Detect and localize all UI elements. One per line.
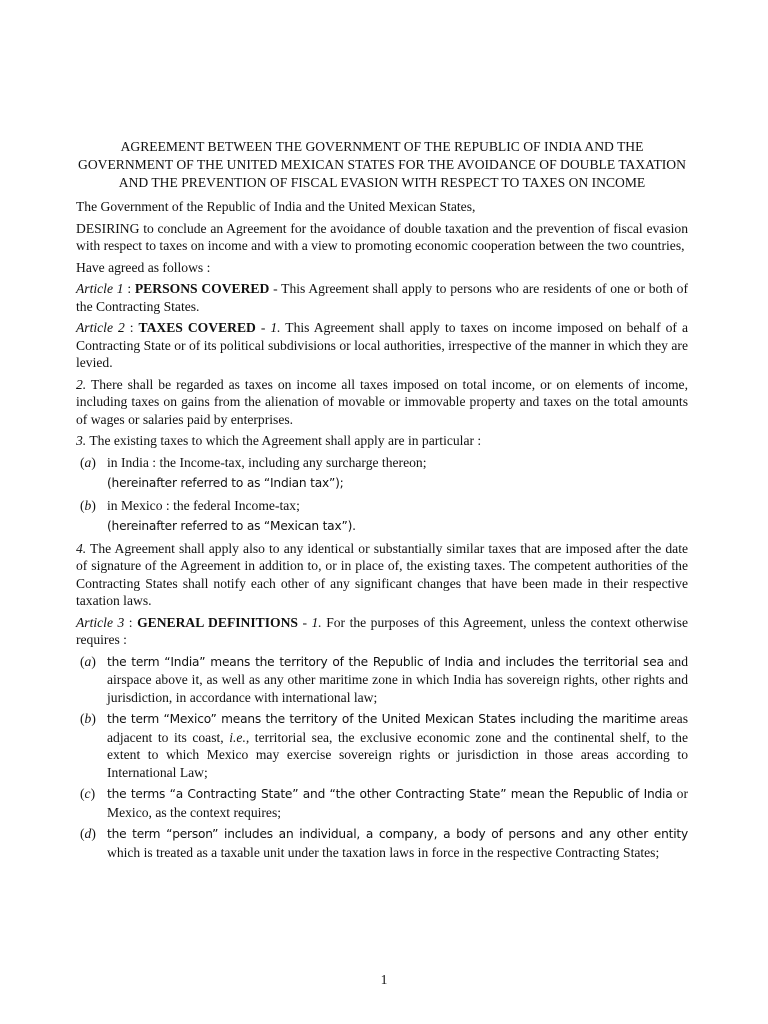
article-2-para-2 (76, 376, 688, 429)
article-3-dash: - (297, 614, 312, 630)
list-item-text: in India : the Income-tax, including any surcharge thereon; (107, 454, 427, 470)
article-2-para-1 (76, 319, 688, 372)
article-1-sep: : (123, 281, 135, 296)
list-marker: (b) (80, 711, 96, 726)
list-item-text: the term “Mexico” means the territory of the United Mexican States including the maritime areas adjacent to its coast, i.e., territorial sea, the exclusive economic zone and the continental shelf, to the extent to which Mexico may exercise sovereign rights or jurisdiction in those areas according to International Law; (107, 711, 688, 780)
article-2-para-2-number: 2. (76, 376, 87, 392)
article-2-dash: - (255, 320, 271, 335)
list-marker: (a) (80, 454, 96, 470)
list-marker: (d) (80, 826, 96, 841)
list-item (76, 710, 688, 781)
list-item-text: the term “India” means the territory of the Republic of India and includes the territorial sea and airspace above it, as well as any other maritime zone in which India has sovereign rights, other rights and jurisdiction, in accordance with international law; (107, 653, 689, 705)
list-item (76, 653, 688, 707)
article-2-heading: TAXES COVERED (138, 320, 256, 335)
list-marker: (b) (80, 497, 96, 513)
list-item-text: the terms “a Contracting State” and “the other Contracting State” mean the Republic of India or Mexico, as the context requires; (107, 786, 688, 820)
list-item (76, 497, 688, 515)
article-3-para-1-text: For the purposes of this Agreement, unless the context otherwise requires : (76, 614, 688, 647)
list-item-note: (hereinafter referred to as “Indian tax”); (107, 476, 344, 490)
list-item (76, 825, 688, 861)
list-marker: (c) (80, 786, 96, 801)
article-1-label: Article 1 (76, 281, 124, 296)
article-2-sep: : (124, 320, 139, 335)
article-2-para-4 (76, 540, 688, 610)
article-3-sep: : (124, 614, 138, 630)
preamble-parties: The Government of the Republic of India and the United Mexican States, (76, 199, 476, 214)
document-page (76, 138, 688, 865)
article-2-para-3-text: The existing taxes to which the Agreement shall apply are in particular : (86, 433, 482, 448)
list-item-note: (hereinafter referred to as “Mexican tax”). (107, 519, 356, 533)
article-3-label: Article 3 (76, 614, 125, 630)
article-2-para-1-text: This Agreement shall apply to taxes on income imposed on behalf of a Contracting State or of its political subdivisions or local authorities, irrespective of the manner in which they are levied. (76, 320, 688, 370)
agreement-title: AGREEMENT BETWEEN THE GOVERNMENT OF THE REPUBLIC OF INDIA AND THE GOVERNMENT OF THE UNITED MEXICAN STATES FOR THE AVOIDANCE OF DOUBLE TAXATION AND THE PREVENTION OF FISCAL EVASION WITH RESPECT TO TAXES ON INCOME (78, 139, 686, 190)
list-item (76, 785, 688, 821)
article-3-heading: GENERAL DEFINITIONS (137, 614, 298, 630)
list-item-text: in Mexico : the federal Income-tax; (107, 497, 300, 513)
preamble-agreed: Have agreed as follows : (76, 259, 211, 275)
list-item-text: the term “person” includes an individual, a company, a body of persons and any other entity which is treated as a taxable unit under the taxation laws in force in the respective Contracting States; (107, 827, 688, 860)
list-marker: (a) (80, 653, 96, 669)
article-2-para-2-text: There shall be regarded as taxes on income all taxes imposed on total income, or on elements of income, including taxes on gains from the alienation of movable or immovable property and taxes on the total amounts of wages or salaries paid by enterprises. (76, 376, 688, 427)
article-2-para-4-number: 4. (76, 540, 87, 556)
article-2-label: Article 2 (76, 320, 125, 335)
article-3-para-1 (76, 614, 688, 649)
article-2-para-3-number: 3. (76, 433, 87, 448)
article-2-para-4-text: The Agreement shall apply also to any identical or substantially similar taxes that are imposed after the date of signature of the Agreement in addition to, or in place of, the existing taxes. The competent authorities of the Contracting States shall notify each other of any significant changes that have been made in their respective taxation laws. (76, 540, 688, 608)
article-2-para-1-number: 1. (270, 320, 281, 335)
article-3-para-1-number: 1. (311, 614, 322, 630)
article-1-heading: PERSONS COVERED (134, 281, 270, 296)
list-item (76, 454, 688, 472)
preamble-desiring: DESIRING to conclude an Agreement for the avoidance of double taxation and the prevention of fiscal evasion with respect to taxes on income and with a view to promoting economic cooperation between the two countries, (76, 220, 688, 253)
article-2-para-3 (76, 432, 688, 450)
page-number: 1 (380, 972, 388, 987)
article-1-text: - This Agreement shall apply to persons who are residents of one or both of the Contracting States. (76, 281, 689, 314)
article-1 (76, 280, 688, 315)
